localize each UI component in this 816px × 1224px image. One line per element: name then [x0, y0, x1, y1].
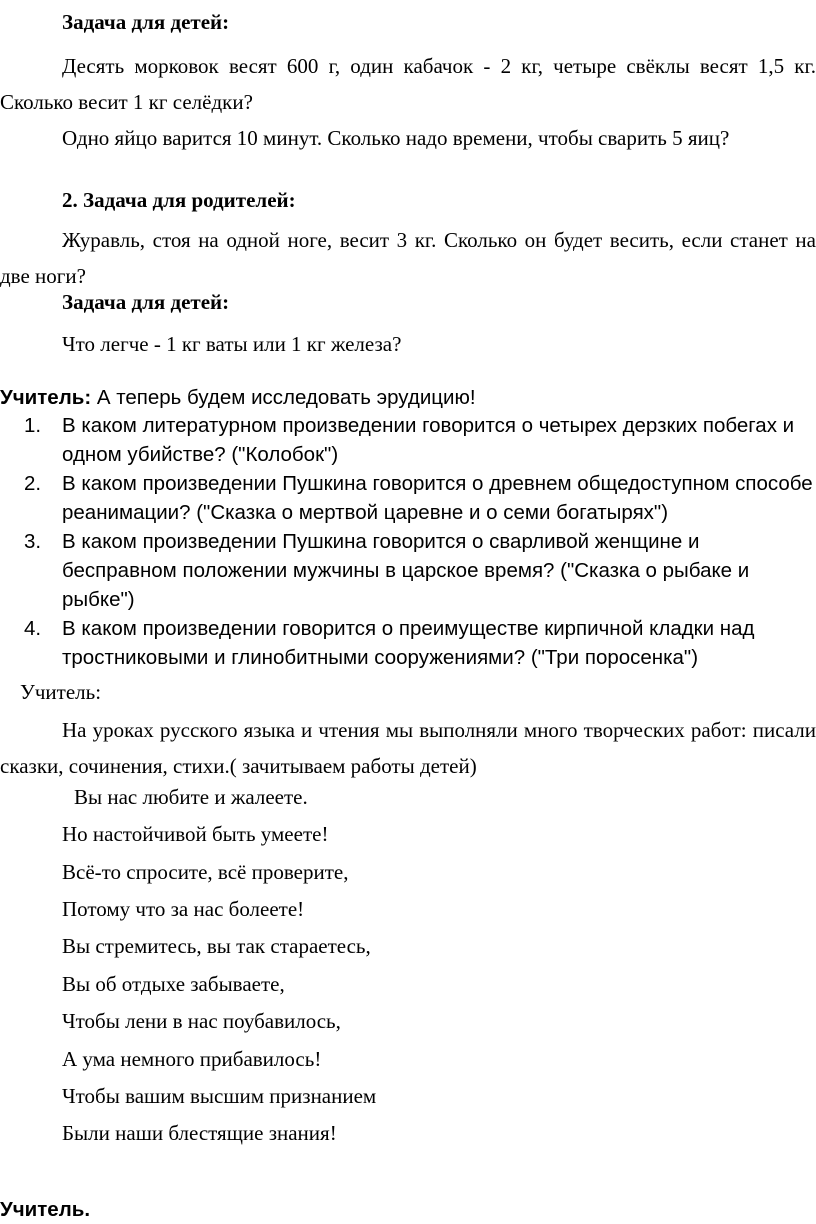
speaker-label: Учитель. [0, 1198, 91, 1221]
poem-line: А ума немного прибавилось! [62, 1047, 322, 1071]
poem-line: Потому что за нас болеете! [62, 897, 305, 921]
speaker-label: Учитель: [20, 680, 102, 704]
task-paragraph: Что легче - 1 кг ваты или 1 кг железа? [62, 332, 402, 356]
poem-line: Вы нас любите и жалеете. [74, 785, 308, 809]
poem-line: Чтобы вашим высшим признанием [62, 1084, 377, 1108]
teacher-line [0, 383, 816, 412]
poem-line: Чтобы лени в нас поубавилось, [62, 1009, 341, 1033]
poem-line: Но настойчивой быть умеете! [62, 822, 329, 846]
teacher-paragraph: На уроках русского языка и чтения мы выполняли много творческих работ: писали сказки, сочинения, стихи.( зачитываем работы детей) [0, 718, 816, 778]
poem-line: Вы стремитесь, вы так стараетесь, [62, 934, 371, 958]
poem-line: Вы об отдыхе забываете, [62, 972, 285, 996]
poem-line: Были наши блестящие знания! [62, 1121, 337, 1145]
task-paragraph: Одно яйцо варится 10 минут. Сколько надо времени, чтобы сварить 5 яиц? [62, 126, 730, 150]
teacher-speech: А теперь будем исследовать эрудицию! [91, 386, 476, 409]
section-heading: Задача для детей: [62, 290, 230, 314]
poem-line: Всё-то спросите, всё проверите, [62, 860, 349, 884]
quiz-item: 1. В каком литературном произведении говорится о четырех дерзких побегах и одном убийстве? ("Колобок") [24, 414, 795, 466]
quiz-item: 2. В каком произведении Пушкина говорится о древнем общедоступном способе реанимации? ("Сказка о мертвой царевне и о семи богатырях") [24, 472, 813, 524]
task-paragraph: Журавль, стоя на одной ноге, весит 3 кг. Сколько он будет весить, если станет на две ноги? [0, 228, 816, 288]
quiz-item: 4. В каком произведении говорится о преимуществе кирпичной кладки над тростниковыми и глинобитными сооружениями? ("Три поросенка") [24, 617, 755, 669]
section-heading: Задача для детей: [62, 10, 230, 34]
quiz-item: 3. В каком произведении Пушкина говорится о сварливой женщине и бесправном положении мужчины в царское время? ("Сказка о рыбаке и рыбке") [24, 530, 750, 611]
quiz-list [0, 411, 816, 672]
section-heading: 2. Задача для родителей: [62, 188, 296, 212]
task-paragraph: Десять морковок весят 600 г, один кабачок - 2 кг, четыре свёклы весят 1,5 кг. Сколько весит 1 кг селёдки? [0, 54, 816, 114]
speaker-label: Учитель: [0, 386, 92, 409]
